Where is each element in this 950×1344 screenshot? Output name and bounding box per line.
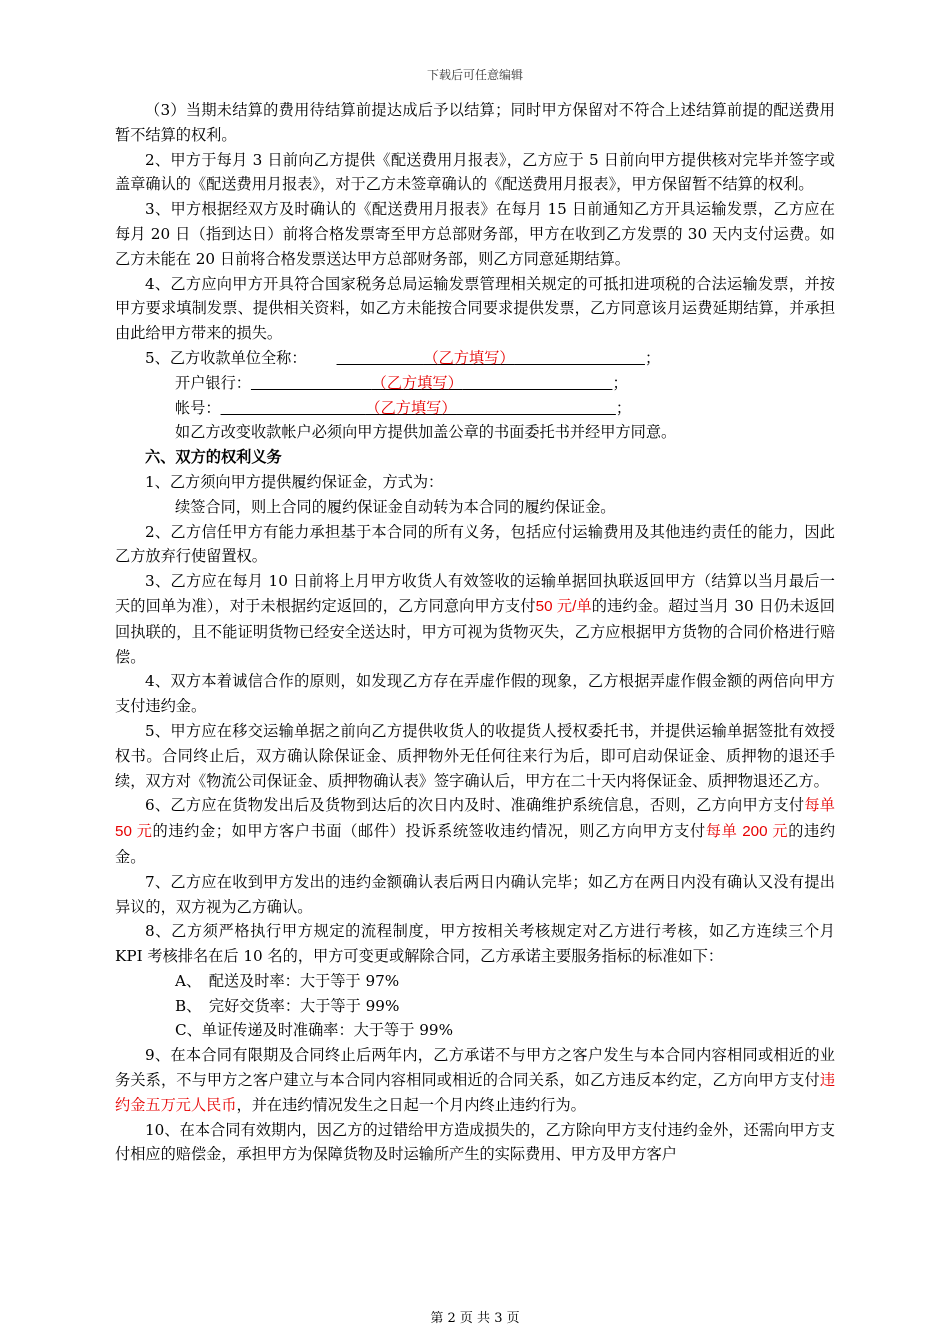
payee-field[interactable] [307, 346, 645, 371]
para-kpi: 8、乙方须严格执行甲方规定的流程制度，甲方按相关考核规定对乙方进行考核，如乙方连续三个月 KPI 考核排名在后 10 名的，甲方可变更或解除合同，乙方承诺主要服务指标的标准如下： [115, 922, 835, 966]
section-heading-rights: 六、双方的权利义务 [145, 448, 282, 467]
para-non-compete [115, 1043, 835, 1117]
bank-fill-hint: （乙方填写） [371, 373, 463, 392]
para-fraud: 4、双方本着诚信合作的原则，如发现乙方存在弄虚作假的现象，乙方根据弄虚作假金额的两倍向甲方支付违约金。 [115, 672, 835, 716]
receipt-text-a: 3、乙方应在每月 10 日前将上月甲方收货人有效签收的运输单据回执联返回甲方（结算以当月最后一天的回单为准），对于未根据约定返回的，乙方同意向甲方支付 [115, 572, 835, 615]
noncompete-penalty: 违约金五万元人民币 [115, 1071, 835, 1114]
semicolon: ； [644, 348, 661, 367]
para-invoice-rules: 4、乙方应向甲方开具符合国家税务总局运输发票管理相关规定的可抵扣进项税的合法运输发票，并按甲方要求填制发票、提供相关资料，如乙方未能按合同要求提供发票，乙方同意该月运费延期结算，并承担由此给甲方带来的损失。 [115, 274, 835, 343]
account-label: 帐号： [175, 398, 221, 417]
receipt-text-b: 的违约金。超过当月 30 日仍未返回回执联的，且不能证明货物已经安全送达时，甲方可视为货物灭失，乙方应根据甲方货物的合同价格进行赔偿。 [115, 596, 835, 666]
account-line [115, 396, 835, 421]
noncompete-text-b: ，并在违约情况发生之日起一个月内终止违约行为。 [236, 1095, 586, 1114]
kpi-item-c: C、单证传递及时准确率：大于等于 99% [175, 1021, 454, 1040]
system-penalty-1: 每单 50 元 [115, 797, 835, 841]
noncompete-text-a: 9、在本合同有限期及合同终止后两年内，乙方承诺不与甲方之客户发生与本合同内容相同或相近的业务关系，不与甲方之客户建立与本合同内容相同或相近的合同关系，如乙方违反本约定，乙方向甲方支付 [115, 1046, 835, 1090]
system-text-c: 的违约金。 [115, 822, 836, 866]
system-penalty-2: 每单 200 元 [705, 823, 789, 841]
account-fill-hint: （乙方填写） [365, 398, 457, 417]
para-receipt-return [115, 569, 835, 669]
payee-fill-hint: （乙方填写） [423, 348, 515, 367]
page-header: 下载后可任意编辑 [426, 68, 523, 82]
para-system-info [115, 793, 835, 869]
para-compensation: 10、在本合同有效期内，因乙方的过错给甲方造成损失的，乙方除向甲方支付违约金外，还需向甲方支付相应的赔偿金，承担甲方为保障货物及时运输所产生的实际费用、甲方及甲方客户 [115, 1120, 835, 1164]
document-body [115, 98, 835, 1167]
page-footer: 第 2 页 共 3 页 [430, 1311, 520, 1326]
account-field[interactable] [221, 396, 616, 421]
para-invoice-timing: 3、甲方根据经双方及时确认的《配送费用月报表》在每月 15 日前通知乙方开具运输发票，乙方应在每月 20 日（指到达日）前将合格发票寄至甲方总部财务部，甲方在收到乙方发票的 30 天内支付运费。如乙方未能在 20 日前将合格发票送达甲方总部财务部，则乙方同意延期结算。 [115, 200, 835, 268]
para-deposit-return: 5、甲方应在移交运输单据之前向乙方提供收货人的收提货人授权委托书，并提供运输单据签批有效授权书。合同终止后，双方确认除保证金、质押物外无任何往来行为后，即可启动保证金、质押物的退还手续，双方对《物流公司保证金、质押物确认表》签字确认后，甲方在二十天内将保证金、质押物退还乙方。 [115, 721, 835, 790]
para-account-change: 如乙方改变收款帐户必须向甲方提供加盖公章的书面委托书并经甲方同意。 [175, 423, 677, 442]
para-monthly-report: 2、甲方于每月 3 日前向乙方提供《配送费用月报表》，乙方应于 5 日前向甲方提供核对完毕并签字或盖章确认的《配送费用月报表》，对于乙方未签章确认的《配送费用月报表》，甲方保留暂不结算的权利。 [115, 150, 835, 194]
para-deposit-renewal: 续签合同，则上合同的履约保证金自动转为本合同的履约保证金。 [175, 497, 616, 516]
bank-field[interactable] [251, 371, 613, 396]
system-text-a: 6、乙方应在货物发出后及货物到达后的次日内及时、准确维护系统信息，否则，乙方向甲方支付 [145, 796, 805, 815]
para-settlement-3: （3）当期未结算的费用待结算前提达成后予以结算；同时甲方保留对不符合上述结算前提的配送费用暂不结算的权利。 [115, 101, 835, 144]
bank-label: 开户银行： [175, 373, 251, 392]
payee-label: 5、乙方收款单位全称： [145, 348, 307, 367]
para-confirmation: 7、乙方应在收到甲方发出的违约金额确认表后两日内确认完毕；如乙方在两日内没有确认又没有提出异议的，双方视为乙方确认。 [115, 872, 835, 916]
semicolon: ； [612, 373, 628, 392]
receipt-penalty: 50 元/单 [535, 597, 592, 615]
para-deposit: 1、乙方须向甲方提供履约保证金，方式为： [145, 472, 444, 491]
payee-line [115, 346, 835, 371]
kpi-item-b: B、 完好交货率：大于等于 99% [175, 996, 400, 1015]
kpi-item-a: A、 配送及时率：大于等于 97% [175, 971, 400, 990]
bank-line [115, 371, 835, 396]
para-lien-waiver: 2、乙方信任甲方有能力承担基于本合同的所有义务，包括应付运输费用及其他违约责任的能力，因此乙方放弃行使留置权。 [115, 522, 835, 566]
system-text-b: 的违约金；如甲方客户书面（邮件）投诉系统签收违约情况，则乙方向甲方支付 [152, 822, 706, 841]
semicolon: ； [615, 398, 632, 417]
